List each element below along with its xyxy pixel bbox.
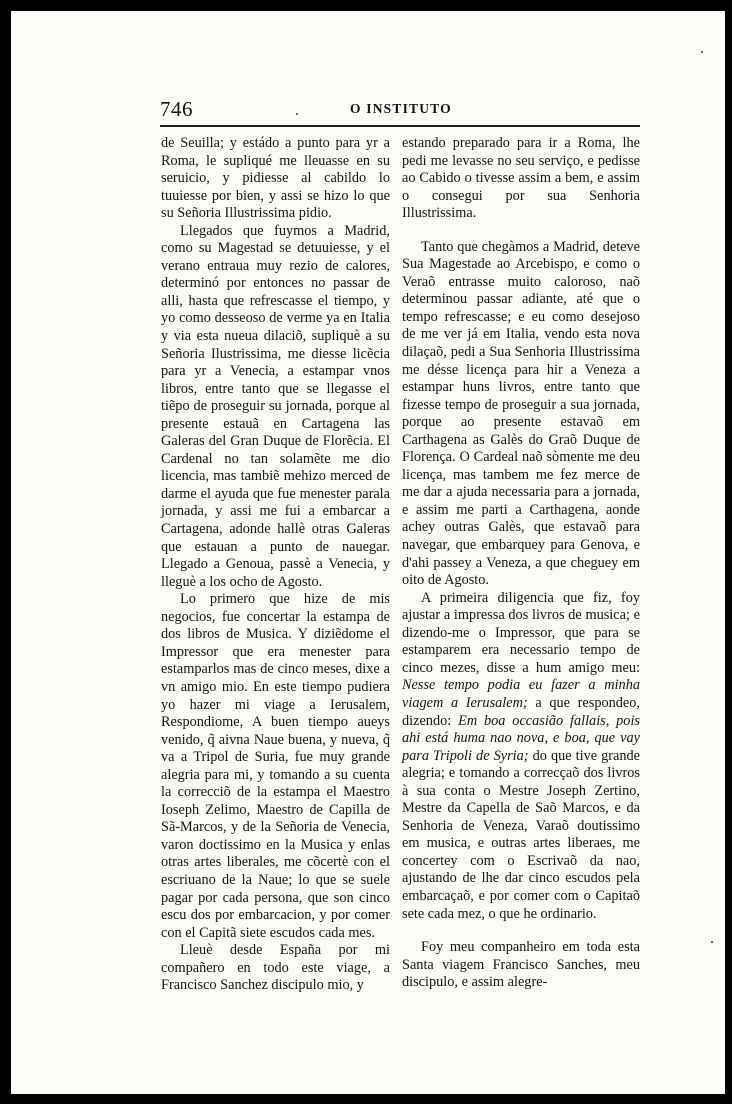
left-paragraph-1: de Seuilla; y estádo a punto para yr a Roma, le supliqué me lleuasse en su seruicio, y pidiesse al cabildo lo tuuiesse por bien, y assi se hizo lo que su Señoria Illustrissima pidio.	[161, 135, 390, 222]
paper-speck	[296, 113, 298, 115]
right-paragraph-3	[402, 590, 640, 923]
left-column-spanish	[161, 135, 390, 995]
right-p3-mid: a que respondeo, dizendo:	[402, 694, 640, 729]
right-paragraph-4: Foy meu companheiro em toda esta Santa viagem Francisco Sanches, meu discipulo, e assim alegre-	[402, 939, 640, 991]
right-paragraph-2: Tanto que chegàmos a Madrid, deteve Sua Magestade ao Arcebispo, e como o Veraõ entrasse muito caloroso, naõ determinou passar adiante, até que o tempo refrescasse; e eu como desejoso de me ver já em Italia, vendo esta nova dilaçaõ, pedi a Sua Senhoria Illustrissima me désse licença para hir a Veneza a estampar huns livros, entre tanto que fizesse tempo de proseguir a sua jornada, porque ao presente estavaõ em Carthagena as Galès do Graõ Duque de Florença. O Cardeal naõ sòmente me deu licença, mas tambem me fez merce de me dar a ajuda necessaria para a jornada, e assim me parti a Carthagena, aonde achey outras Galès, que estavaõ para navegar, que embarquey para Genova, e d'ahi passey a Veneza, a que cheguey em oito de Agosto.	[402, 238, 640, 589]
left-paragraph-4: Lleuè desde España por mi compañero en todo este viage, a Francisco Sanchez discipulo mio, y	[161, 942, 390, 994]
right-p3-rest: do que tive grande alegria; e tomando a correcçaõ dos livros à sua conta o Mestre Joseph Zertino, Mestre da Capella de Saõ Marcos, e da Senhoria de Veneza, Varaõ doutissimo em musica, e outras artes liberaes, me concertey com o Escrivaõ da nao, ajustando de lhe dar cinco escudos pela embarcaçaõ, e por comer com o Capitaõ sete cada mez, o que he ordinario.	[402, 747, 641, 922]
page-header	[160, 97, 640, 125]
left-paragraph-2: Llegados que fuymos a Madrid, como su Magestad se detuuiesse, y el verano entraua muy rezio de calores, determinó por entonces no passar de alli, hasta que refrescasse el tiempo, y yo como desseoso de verme ya en Italia y via esta nueua dilaciõ, supliquè a su Señoria Ilustrissima, me diesse licẽcia para yr a Venecia, a estampar vnos libros, entre tanto que se llegasse el tiẽpo de proseguir su jornada, porque al presente estauã en Cartagena las Galeras del Gran Duque de Florẽcia. El Cardenal no tan solamẽte me dio licencia, mas tambiẽ mehizo merced de darme el ayuda que fue menester parala jornada, y assi me fui a embarcar a Cartagena, adonde hallè otras Galeras que estauan a punto de nauegar. Llegado a Genoua, passè a Venecia, y lleguè a los ocho de Agosto.	[161, 222, 390, 590]
paper-speck	[711, 941, 713, 943]
right-p3-intro: A primeira diligencia que fiz, foy ajustar a impressa dos livros de musica; e dizendo-me o Impressor, que para se estamparem era necessario tempo de cinco mezes, disse a hum amigo meu:	[402, 589, 640, 676]
running-head: O INSTITUTO	[350, 101, 452, 116]
right-p3-quote-2: Em boa occasião fallais, pois ahi está huma nao nova, e boa, que vay para Tripoli de Syria;	[402, 712, 640, 764]
right-paragraph-1: estando preparado para ir a Roma, lhe pedi me levasse no seu serviço, e pedisse ao Cabido o tivesse assim a bem, e assim o consegui por sua Senhoria Illustrissima.	[402, 135, 640, 222]
right-p3-quote-1: Nesse tempo podia eu fazer a minha viagem a Ierusalem;	[402, 677, 640, 711]
right-column-portuguese	[402, 135, 640, 992]
header-rule	[160, 125, 640, 127]
left-paragraph-3: Lo primero que hize de mis negocios, fue concertar la estampa de dos libros de Musica. Y diziẽdome el Impressor que era menester para estamparlos mas de cinco meses, dixe a vn amigo mio. En este tiempo pudiera yo hazer mi viage a Ierusalem, Respondiome, A buen tiempo aueys venido, q̃ aivna Naue buena, y nueva, q̃ va a Tripol de Suria, fue muy grande alegria para mi, y tomando a su cuenta la correcciõ de la estampa el Maestro Ioseph Zelimo, Maestro de Capilla de Sã-Marcos, y de la Señoria de Venecia, varon doctissimo en la Musica y enlas otras artes liberales, me cõcertè con el escriuano de la Naue; lo que se suele pagar por cada persona, que son cinco escu dos por embarcacion, y por comer con el Capitã siete escudos cada mes.	[161, 591, 390, 941]
paper-speck	[701, 51, 703, 53]
book-page	[11, 11, 725, 1094]
page-number: 746	[160, 97, 193, 121]
